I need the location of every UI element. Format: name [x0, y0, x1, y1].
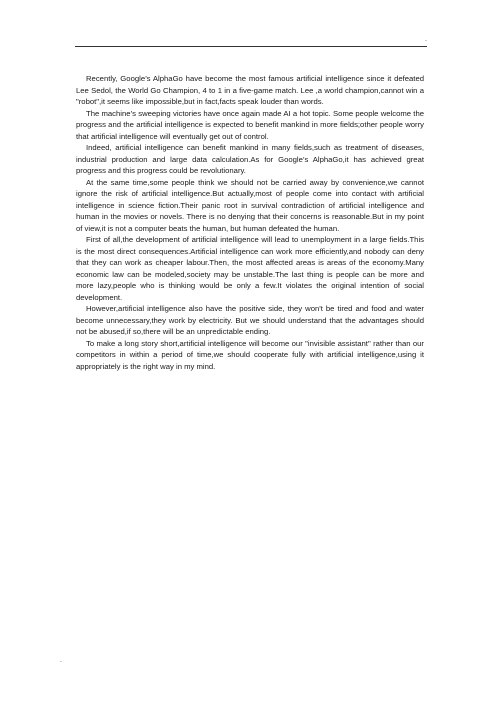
- paragraph-6: However,artificial intelligence also have the positive side, they won't be tired and food and water become unnecessary,they work by electricity. But we should understand that the advantages should not be abused,if so,there will be an unpredictable ending.: [76, 304, 424, 336]
- paragraph-7: To make a long story short,artificial intelligence will become our "invisible assistant" rather than our competitors in within a period of time,we should cooperate fully with artificial intelligence,using it appropriately is the right way in my mind.: [76, 338, 424, 371]
- footer-mark: .: [60, 657, 62, 664]
- paragraph-4: At the same time,some people think we should not be carried away by convenience,we cannot ignore the risk of artificial intelligence.But actually,most of people come into contact with artificial intelligence in science fiction.Their panic root in survival contradiction of artificial intelligence and human in the movies or novels. There is no denying that their concerns is reasonable.But in my point of view,it is not a computer beats the human, but human defeated the human.: [76, 177, 424, 233]
- document-body: [76, 73, 424, 372]
- paragraph-5: First of all,the development of artificial intelligence will lead to unemployment in a large fields.This is the most direct consequences.Artificial intelligence can work more efficiently,and nobody can deny that they can work as cheaper labour.Then, the most affected areas is areas of the economy.Many economic law can be modeled,society may be unstable.The last thing is people can be more and more lazy,people who is thinking would be only a few.It violates the original intention of social development.: [76, 235, 424, 302]
- paragraph-3: Indeed, artificial intelligence can benefit mankind in many fields,such as treatment of diseases, industrial production and large data calculation.As for Google’s AlphaGo,it has achieved great progress and this progress could be revolutionary.: [76, 143, 424, 175]
- paragraph-1: Recently, Google’s AlphaGo have become the most famous artificial intelligence since it defeated Lee Sedol, the World Go Champion, 4 to 1 in a five-game match. Lee ,a world champion,cannot win a "robot",it seems like impossible,but in fact,facts speak louder than words.: [76, 74, 424, 106]
- header-mark: .: [425, 36, 427, 43]
- header-rule: [75, 46, 427, 47]
- paragraph-2: The machine’s sweeping victories have once again made AI a hot topic. Some people welcome the progress and the artificial intelligence is expected to benefit mankind in more fields;other people worry that artificial intelligence will eventually get out of control.: [76, 108, 424, 141]
